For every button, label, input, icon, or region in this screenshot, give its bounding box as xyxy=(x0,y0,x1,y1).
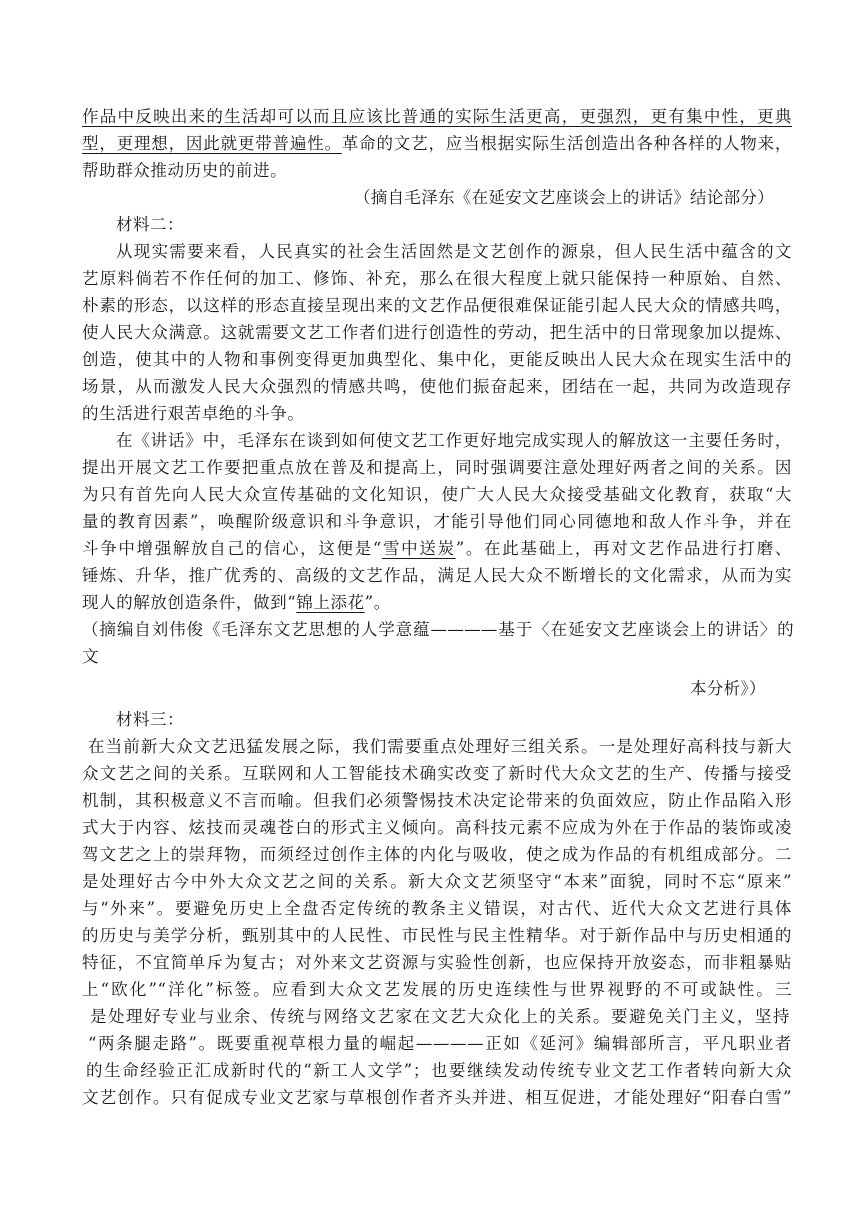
text-segment: 机制，其积极意义不言而喻。但我们必须警惕技术决定论带来的负面效应，防止作品陷入形 xyxy=(82,791,792,810)
source-citation xyxy=(690,676,790,702)
text-segment: 材料二： xyxy=(116,215,184,234)
text-segment: 从现实需要来看，人民真实的社会生活固然是文艺创作的源泉，但人民生活中蕴含的文 xyxy=(116,242,792,261)
text-line xyxy=(82,320,792,346)
text-segment: 创造，使其中的人物和事例变得更加典型化、集中化，更能反映出人民大众在现实生活中的 xyxy=(82,350,792,369)
text-segment: 提出开展文艺工作要把重点放在普及和提高上，同时强调要注意处理好两者之间的关系。因 xyxy=(82,458,792,477)
text-segment: 艺原料倘若不作任何的加工、修饰、补充，那么在很大程度上就只能保持一种原始、自然、 xyxy=(82,269,792,288)
text-line xyxy=(82,896,792,922)
text-segment: 斗争中增强解放自己的信心，这便是“ xyxy=(82,539,382,558)
text-segment: 的生命经验正汇成新时代的“新工人文学”；也要继续发动传统专业文艺工作者转向新大众 xyxy=(86,1061,792,1080)
text-line xyxy=(82,842,792,868)
section-heading xyxy=(116,707,316,733)
section-heading xyxy=(116,212,316,238)
text-line xyxy=(82,104,792,130)
text-segment: 在《讲话》中，毛泽东在谈到如何使文艺工作更好地完成实现人的解放这一主要任务时， xyxy=(116,431,792,450)
text-line xyxy=(88,734,792,760)
text-segment: 使人民大众满意。这就需要文艺工作者们进行创造性的劳动，把生活中的日常现象加以提炼、 xyxy=(82,323,792,342)
text-segment: 材料三： xyxy=(116,710,184,729)
source-citation xyxy=(82,644,792,670)
text-segment: （摘编自刘伟俊《毛泽东文艺思想的人学意蕴————基于〈在延安文艺座谈会上的讲话〉的 xyxy=(82,620,794,639)
text-line xyxy=(82,509,792,535)
text-line xyxy=(82,347,792,373)
underlined-text: 锦上添花 xyxy=(296,593,365,612)
text-segment: 的生活进行艰苦卓绝的斗争。 xyxy=(82,404,305,423)
text-segment: 革命的文艺，应当根据实际生活创造出各种各样的人物来， xyxy=(341,134,792,153)
text-segment: 量的教育因素”，唤醒阶级意识和斗争意识，才能引导他们同心同德地和敌人作斗争，并在 xyxy=(82,512,792,531)
text-segment: 文 xyxy=(82,647,100,666)
underlined-text: 雪中送炭 xyxy=(381,539,456,558)
text-line xyxy=(82,401,792,427)
text-line xyxy=(82,374,792,400)
text-line xyxy=(82,1085,792,1111)
text-segment: 文艺创作。只有促成专业文艺家与草根创作者齐头并进、相互促进，才能处理好“阳春白雪” xyxy=(82,1088,792,1107)
text-segment: 朴素的形态，以这样的形态直接呈现出来的文艺作品便很难保证能引起人民大众的情感共鸣， xyxy=(82,296,792,315)
source-citation xyxy=(82,617,794,643)
text-line xyxy=(88,1031,792,1057)
text-line xyxy=(82,761,792,787)
text-line xyxy=(82,131,792,157)
text-segment: 为只有首先向人民大众宣传基础的文化知识，使广大人民大众接受基础文化教育，获取“大 xyxy=(82,485,792,504)
text-line xyxy=(116,428,792,454)
text-line xyxy=(82,788,792,814)
text-segment: 式大于内容、炫技而灵魂苍白的形式主义倾向。高科技元素不应成为外在于作品的装饰或凌 xyxy=(82,818,792,837)
text-segment: 上“欧化”“洋化”标签。应看到大众文艺发展的历史连续性与世界视野的不可或缺性。三 xyxy=(82,980,792,999)
text-segment: “两条腿走路”。既要重视草根力量的崛起————正如《延河》编辑部所言，平凡职业者 xyxy=(88,1034,792,1053)
text-segment: 特征，不宜简单斥为复古；对外来文艺资源与实验性创新，也应保持开放姿态，而非粗暴贴 xyxy=(82,953,792,972)
text-segment: 是处理好专业与业余、传统与网络文艺家在文艺大众化上的关系。要避免关门主义，坚持 xyxy=(90,1007,790,1026)
text-line xyxy=(82,158,792,184)
text-segment: ”。 xyxy=(364,593,391,612)
text-line xyxy=(82,815,792,841)
text-line xyxy=(82,590,792,616)
text-line xyxy=(82,977,792,1003)
underlined-text: 型，更理想，因此就更带普遍性。 xyxy=(82,134,342,153)
underlined-text: 作品中反映出来的生活却可以而且应该比普通的实际生活更高，更强烈，更有集中性，更典 xyxy=(82,107,792,126)
text-segment: 现人的解放创造条件，做到“ xyxy=(82,593,297,612)
text-line xyxy=(82,563,792,589)
text-line xyxy=(82,923,792,949)
text-segment: 驾文艺之上的崇拜物，而须经过创作主体的内化与吸收，使之成为作品的有机组成部分。二 xyxy=(82,845,792,864)
text-line xyxy=(82,869,792,895)
text-segment: 是处理好古今中外大众文艺之间的关系。新大众文艺须坚守“本来”面貌，同时不忘“原来” xyxy=(82,872,792,891)
text-line xyxy=(116,239,792,265)
text-line xyxy=(82,455,792,481)
text-line xyxy=(82,536,792,562)
text-segment: ”。在此基础上，再对文艺作品进行打磨、 xyxy=(455,539,792,558)
text-line xyxy=(90,1004,790,1030)
text-segment: 帮助群众推动历史的前进。 xyxy=(82,161,288,180)
text-segment: 在当前新大众文艺迅猛发展之际，我们需要重点处理好三组关系。一是处理好高科技与新大 xyxy=(88,737,792,756)
text-line xyxy=(82,950,792,976)
source-citation xyxy=(354,185,774,211)
text-segment: 本分析》） xyxy=(690,679,766,698)
text-segment: （摘自毛泽东《在延安文艺座谈会上的讲话》结论部分） xyxy=(354,188,774,207)
text-line xyxy=(86,1058,792,1084)
text-line xyxy=(82,482,792,508)
text-line xyxy=(82,293,792,319)
text-segment: 的历史与美学分析，甄别其中的人民性、市民性与民主性精华。对于新作品中与历史相通的 xyxy=(82,926,792,945)
text-line xyxy=(82,266,792,292)
text-segment: 众文艺之间的关系。互联网和人工智能技术确实改变了新时代大众文艺的生产、传播与接受 xyxy=(82,764,792,783)
text-segment: 与“外来”。要避免历史上全盘否定传统的教条主义错误，对古代、近代大众文艺进行具体 xyxy=(82,899,792,918)
text-segment: 锤炼、升华，推广优秀的、高级的文艺作品，满足人民大众不断增长的文化需求，从而为实 xyxy=(82,566,792,585)
text-segment: 场景，从而激发人民大众强烈的情感共鸣，使他们振奋起来，团结在一起，共同为改造现存 xyxy=(82,377,792,396)
